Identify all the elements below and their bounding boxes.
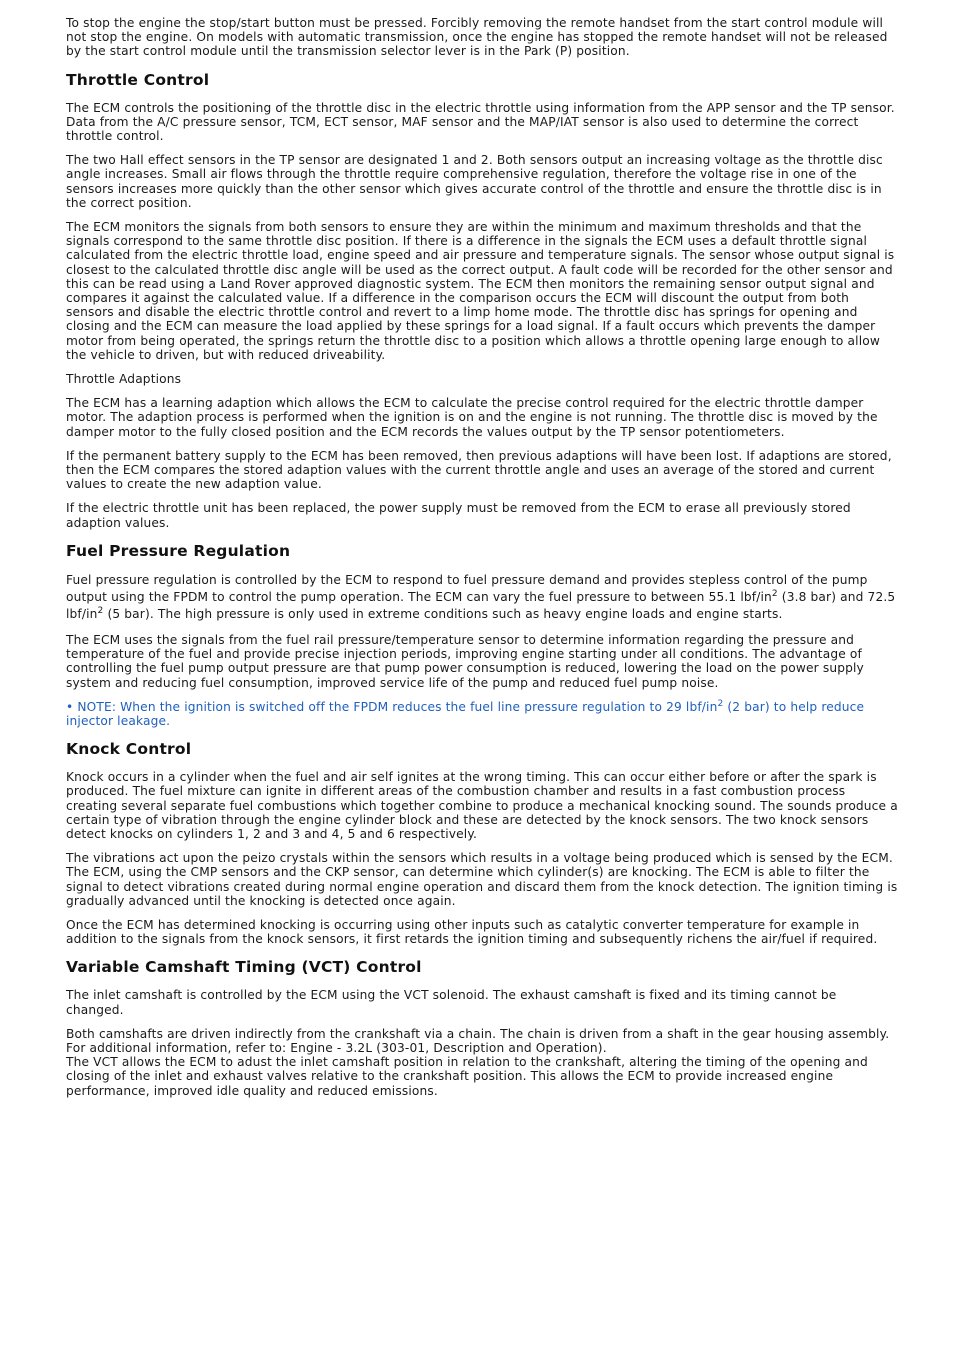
throttle-paragraph-5: If the permanent battery supply to the ECM has been removed, then previous adaptions will have been lost. If adaptions are stored, then the ECM compares the stored adaption values with the current throttle angle and uses an average of the stored and current values to create the new adaption value.	[66, 448, 896, 492]
throttle-paragraph-6: If the electric throttle unit has been replaced, the power supply must be removed from the ECM to erase all previously stored adaption values.	[66, 501, 855, 530]
knock-paragraph-3: Once the ECM has determined knocking is occurring using other inputs such as catalytic converter temperature for example in addition to the signals from the knock sensors, it first retards the ignition timing and subsequently richens the air/fuel if required.	[66, 917, 878, 947]
throttle-paragraph-4: The ECM has a learning adaption which allows the ECM to calculate the precise control required for the electric throttle damper motor. The adaption process is performed when the ignition is on and the engine is not running. The throttle disc is moved by the damper motor to the fully closed position and the ECM records the values output by the TP sensor potentiometers.	[66, 396, 882, 439]
fuel-pressure-heading: Fuel Pressure Regulation	[66, 541, 291, 560]
fuel-p1-superscript-2: 2	[97, 605, 104, 616]
vct-paragraph-2	[66, 1027, 898, 1098]
fuel-note	[66, 700, 898, 728]
throttle-paragraph-3: The ECM monitors the signals from both sensors to ensure they are within the minimum and maximum thresholds and that the signals correspond to the same throttle disc position. If there is a difference in the signals the ECM uses a default throttle signal calculated from the electric throttle load, engine speed and air pressure and temperature signals. The sensor whose output signal is closest to the calculated throttle disc angle will be used as the correct output. A fault code will be recorded for the other sensor and this can be read using a Land Rover approved diagnostic system. The ECM then monitors the remaining sensor output signal and compares it against the calculated value. If a difference in the comparison occurs the ECM will discount the output from both sensors and disable the electric throttle control and revert to a limp home mode. The throttle disc has springs for opening and closing and the ECM can measure the load applied by these springs for a load signal. If a fault occurs which prevents the damper motor from being operated, the springs return the throttle disc to a position which allows a throttle opening large enough to allow the vehicle to driven, but with reduced driveability.	[66, 220, 899, 362]
knock-control-heading: Knock Control	[66, 740, 192, 759]
fuel-note-superscript: 2	[717, 698, 724, 709]
intro-paragraph: To stop the engine the stop/start button must be pressed. Forcibly removing the remote handset from the start control module will not stop the engine. On models with automatic transmission, once the engine has stopped the remote handset will not be released by the start control module until the transmission selector lever is in the Park (P) position.	[66, 16, 892, 59]
vct-p2-line-1: Both camshafts are driven indirectly from the crankshaft via a chain. The chain is driven from a shaft in the gear housing assembly.	[66, 1026, 890, 1041]
fuel-paragraph-1	[66, 572, 898, 623]
knock-paragraph-2: The vibrations act upon the peizo crystals within the sensors which results in a voltage being produced which is sensed by the ECM. The ECM, using the CMP sensors and the CKP sensor, can determine which cylinder(s) are knocking. The ECM is able to filter the signal to detect vibrations created during normal engine operation and discard them from the knock detection. The ignition timing is gradually advanced until the knocking is detected once again.	[66, 851, 902, 908]
fuel-note-part-a: • NOTE: When the ignition is switched off the FPDM reduces the fuel line pressure regulation to 29 lbf/in	[66, 699, 718, 714]
throttle-control-heading: Throttle Control	[66, 70, 210, 89]
fuel-p1-superscript-1: 2	[771, 588, 778, 599]
vct-paragraph-1: The inlet camshaft is controlled by the ECM using the VCT solenoid. The exhaust camshaft is fixed and its timing cannot be changed.	[66, 988, 841, 1017]
vct-control-heading: Variable Camshaft Timing (VCT) Control	[66, 958, 422, 977]
vct-p2-line-3: The VCT allows the ECM to adust the inlet camshaft position in relation to the crankshaft, altering the timing of the opening and closing of the inlet and exhaust valves relative to the crankshaft position. This allows the ECM to provide increased engine performance, improved idle quality and reduced emissions.	[66, 1055, 872, 1098]
fuel-p1-part-b: (3.8 bar) and 72.5 lbf/in	[66, 589, 900, 621]
throttle-paragraph-1: The ECM controls the positioning of the throttle disc in the electric throttle using information from the APP sensor and the TP sensor. Data from the A/C pressure sensor, TCM, ECT sensor, MAF sensor and the MAP/IAT sensor is also used to determine the correct throttle control.	[66, 100, 899, 144]
throttle-paragraph-2: The two Hall effect sensors in the TP sensor are designated 1 and 2. Both sensors output an increasing voltage as the throttle disc angle increases. Small air flows through the throttle require comprehensive regulation, therefore the voltage rise in one of the sensors increases more quickly than the other sensor which gives accurate control of the throttle and ensure the throttle disc is in the correct position.	[66, 153, 887, 210]
fuel-note-part-b: (2 bar) to help reduce injector leakage.	[66, 699, 869, 728]
fuel-paragraph-2: The ECM uses the signals from the fuel rail pressure/temperature sensor to determine information regarding the pressure and temperature of the fuel and provide precise injection periods, improving engine starting under all conditions. The advantage of controlling the fuel pump output pressure are that pump power consumption is reduced, lowering the load on the power supply system and reducing fuel consumption, improved service life of the pump and reduced fuel pump noise.	[66, 632, 868, 690]
vct-p2-line-2: For additional information, refer to: Engine - 3.2L (303-01, Description and Operation).	[66, 1040, 607, 1055]
knock-paragraph-1: Knock occurs in a cylinder when the fuel and air self ignites at the wrong timing. This can occur either before or after the spark is produced. The fuel mixture can ignite in different areas of the combustion chamber and results in a fast combustion process creating several separate fuel combustions which together combine to produce a mechanical knocking sound. The sounds produce a certain type of vibration through the engine cylinder block and these are detected by the knock sensors. The two knock sensors detect knocks on cylinders 1, 2 and 3 and 4, 5 and 6 respectively.	[66, 770, 902, 841]
throttle-adaptions-subheading: Throttle Adaptions	[66, 372, 182, 387]
fuel-p1-part-c: (5 bar). The high pressure is only used in extreme conditions such as heavy engine loads and engine starts.	[103, 606, 783, 621]
fuel-p1-part-a: Fuel pressure regulation is controlled by the ECM to respond to fuel pressure demand and provides stepless control of the pump output using the FPDM to control the pump operation. The ECM can vary the fuel pressure to between 55.1 lbf/in	[66, 572, 872, 604]
